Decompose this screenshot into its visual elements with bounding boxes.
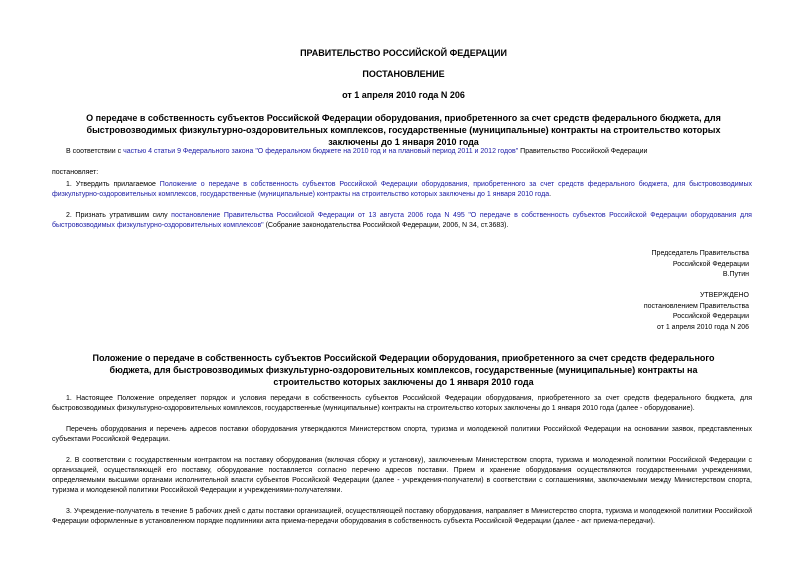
federal-law-link[interactable]: частью 4 статьи 9 Федерального закона "О федеральном бюджете на 2010 год и на плановый период 2011 и 2012 годов" bbox=[123, 148, 519, 155]
regulation-paragraph-1: 1. Настоящее Положение определяет порядок и условия передачи в собственность субъектов Российской Федерации оборудования, приобретенного за счет средств федерального бюджета, для быстровозводимых физкультурно-оздоровительных комплексов, государственные (муниципальные) контракты на строительство которых заключены до 1 января 2010 года (далее - оборудование). bbox=[52, 395, 752, 412]
approved-date: от 1 апреля 2010 года N 206 bbox=[656, 323, 749, 331]
preamble bbox=[66, 147, 756, 157]
approved-block bbox=[644, 291, 749, 333]
regulation-paragraph-2: 2. В соответствии с государственным контрактом на поставку оборудования (включая сборку и установку), заключенным Министерством спорта, туризма и молодежной политики Российской Федерации с организацией, осуществляющей его поставку, оборудование поставляется согласно перечню адресов поставки. Прием и хранение оборудования осуществляются государственными учреждениями, определяемыми высшими органами исполнительной власти субъектов Российской Федерации (далее - учреждения-получатели) в соответствии с соглашениями, заключаемыми между Министерством спорта, туризма и молодежной политики Российской Федерации и учреждениями-получателями. bbox=[52, 457, 752, 494]
regulation-paragraph-1b: Перечень оборудования и перечень адресов поставки оборудования утверждаются Министерством спорта, туризма и молодежной политики Российской Федерации на основании заявок, представленных субъектами Российской Федерации. bbox=[52, 426, 752, 443]
approved-government: Российской Федерации bbox=[672, 313, 749, 320]
decree-495-link[interactable]: постановление Правительства Российской Федерации от 13 августа 2006 года N 495 "О передаче в собственность субъектов Российской Федерации оборудования для быстровозводимых физкультурно-оздоровительных комплексов" bbox=[52, 212, 752, 229]
item-1-text-before: 1. Утвердить прилагаемое bbox=[66, 181, 160, 188]
doc-type-heading: ПОСТАНОВЛЕНИЕ bbox=[362, 69, 445, 79]
approved-by: постановлением Правительства bbox=[643, 302, 749, 310]
item-2-text-after: (Собрание законодательства Российской Федерации, 2006, N 34, ст.3683). bbox=[263, 222, 509, 229]
signature-block bbox=[652, 249, 749, 281]
signature-name: В.Путин bbox=[722, 271, 749, 278]
signature-position: Председатель Правительства bbox=[651, 250, 749, 257]
preamble-text-after: Правительство Российской Федерации bbox=[518, 148, 648, 155]
item-1-text-after: . bbox=[549, 191, 552, 198]
item-2 bbox=[52, 211, 752, 231]
approved-label: УТВЕРЖДЕНО bbox=[699, 292, 749, 299]
document-title: О передаче в собственность субъектов Российской Федерации оборудования, приобретенного за счет средств федерального бюджета, для быстровозводимых физкультурно-оздоровительных комплексов, государственные (муниципальные) контракты на строительство которых заключены до 1 января 2010 года bbox=[86, 113, 721, 147]
item-1 bbox=[52, 180, 752, 200]
regulation-link[interactable]: Положение о передаче в собственность субъектов Российской Федерации оборудования, приобретенного за счет средств федерального бюджета, для быстровозводимых физкультурно-оздоровительных комплексов, государственные (муниципальные) контракты на строительство которых заключены до 1 января 2010 года bbox=[52, 181, 752, 198]
signature-government: Российской Федерации bbox=[672, 260, 749, 268]
date-number-heading: от 1 апреля 2010 года N 206 bbox=[342, 90, 465, 100]
decrees-text: постановляет: bbox=[52, 169, 99, 176]
regulation-title: Положение о передаче в собственность субъектов Российской Федерации оборудования, приобретенного за счет средств федерального бюджета, для быстровозводимых физкультурно-оздоровительных комплексов, государственные (муниципальные) контракты на строительство которых заключены до 1 января 2010 года bbox=[92, 353, 715, 387]
regulation-paragraph-3: 3. Учреждение-получатель в течение 5 рабочих дней с даты поставки организацией, осуществляющей поставку оборудования, направляет в Министерство спорта, туризма и молодежной политики Российской Федерации оформленные в установленном порядке подлинники акта приема-передачи оборудования в собственность субъекта Российской Федерации (далее - акт приема-передачи). bbox=[52, 508, 752, 525]
item-2-text-before: 2. Признать утратившим силу bbox=[66, 212, 172, 219]
preamble-text-before: В соответствии с bbox=[66, 148, 124, 155]
government-heading: ПРАВИТЕЛЬСТВО РОССИЙСКОЙ ФЕДЕРАЦИИ bbox=[300, 48, 507, 58]
